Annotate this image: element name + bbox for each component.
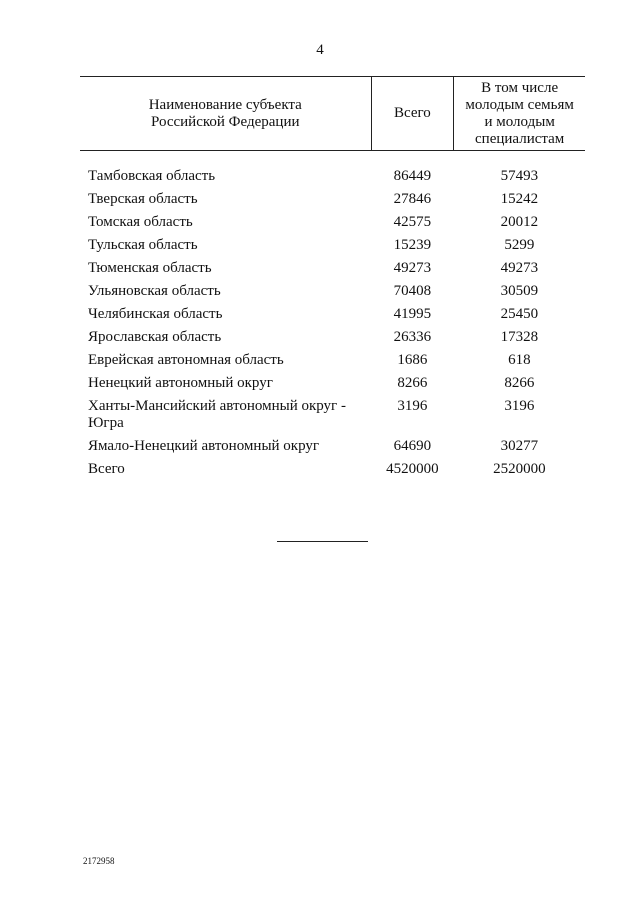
table-row [80, 303, 585, 326]
column-header-total-label: Всего [394, 105, 431, 121]
table-row [80, 188, 585, 211]
young-families-value: 2520000 [493, 461, 546, 477]
total-value: 8266 [397, 375, 428, 391]
region-name: Тюменская область [88, 260, 212, 276]
region-name-cell [80, 165, 371, 188]
total-value: 64690 [393, 438, 432, 454]
table-body [80, 151, 585, 482]
region-name: Томская область [88, 214, 193, 230]
table-row [80, 234, 585, 257]
region-name-cell [80, 211, 371, 234]
total-value: 86449 [393, 168, 432, 184]
young-families-value: 49273 [500, 260, 539, 276]
young-families-value: 17328 [500, 329, 539, 345]
page-number: 4 [316, 42, 324, 58]
column-header-young-line: В том числе [481, 79, 559, 96]
region-name-cell [80, 458, 371, 481]
region-name-cell [80, 395, 371, 435]
young-families-value: 618 [508, 352, 531, 368]
young-families-value: 15242 [500, 191, 539, 207]
total-value: 1686 [397, 352, 428, 368]
region-name: Тверская область [88, 191, 198, 207]
table-row [80, 165, 585, 188]
allocation-table [80, 76, 585, 481]
column-header-young-line: специалистам [475, 130, 565, 147]
region-name: Челябинская область [88, 306, 223, 322]
total-value: 15239 [393, 237, 432, 253]
allocation-table-container [80, 76, 585, 481]
column-header-name [80, 77, 371, 151]
table-total-row [80, 458, 585, 481]
region-name: Ханты-Мансийский автономный округ - [88, 398, 346, 414]
table-row [80, 372, 585, 395]
total-value: 41995 [393, 306, 432, 322]
table-row [80, 326, 585, 349]
total-value: 26336 [393, 329, 432, 345]
total-value: 3196 [397, 398, 428, 414]
region-name: Тамбовская область [88, 168, 216, 184]
young-families-value: 20012 [500, 214, 539, 230]
closing-divider [277, 541, 368, 542]
table-row [80, 349, 585, 372]
region-name: Ямало-Ненецкий автономный округ [88, 438, 320, 454]
total-value: 4520000 [386, 461, 439, 477]
table-row [80, 257, 585, 280]
region-name-cell [80, 303, 371, 326]
table-row [80, 280, 585, 303]
total-value: 70408 [393, 283, 432, 299]
document-code: 2172958 [83, 856, 115, 866]
region-name: Ярославская область [88, 329, 222, 345]
region-name: Всего [88, 461, 125, 477]
column-header-name-line: Российской Федерации [151, 113, 300, 130]
region-name-cell [80, 326, 371, 349]
column-header-total [371, 77, 454, 151]
young-families-value: 8266 [504, 375, 535, 391]
young-families-value: 5299 [504, 237, 535, 253]
region-name: Ненецкий автономный округ [88, 375, 273, 391]
column-header-young-line: и молодым [484, 113, 555, 130]
region-name-cell [80, 257, 371, 280]
column-header-young-line: молодым семьям [465, 96, 574, 113]
region-name: Югра [88, 415, 124, 431]
table-row [80, 211, 585, 234]
young-families-value: 25450 [500, 306, 539, 322]
region-name: Еврейская автономная область [88, 352, 284, 368]
young-families-value: 30277 [500, 438, 539, 454]
region-name-cell [80, 280, 371, 303]
table-header [80, 77, 585, 151]
region-name-cell [80, 234, 371, 257]
region-name-cell [80, 372, 371, 395]
column-header-name-line: Наименование субъекта [148, 96, 302, 113]
region-name-cell [80, 188, 371, 211]
table-header-row [80, 77, 585, 151]
region-name-cell [80, 435, 371, 458]
region-name: Тульская область [88, 237, 198, 253]
total-value: 27846 [393, 191, 432, 207]
column-header-young-families [454, 77, 585, 151]
region-name-cell [80, 349, 371, 372]
total-value: 42575 [393, 214, 432, 230]
table-row [80, 435, 585, 458]
table-spacer-row [80, 151, 585, 166]
young-families-value: 57493 [500, 168, 539, 184]
total-value: 49273 [393, 260, 432, 276]
young-families-value: 3196 [504, 398, 535, 414]
region-name: Ульяновская область [88, 283, 221, 299]
table-row [80, 395, 585, 435]
young-families-value: 30509 [500, 283, 539, 299]
